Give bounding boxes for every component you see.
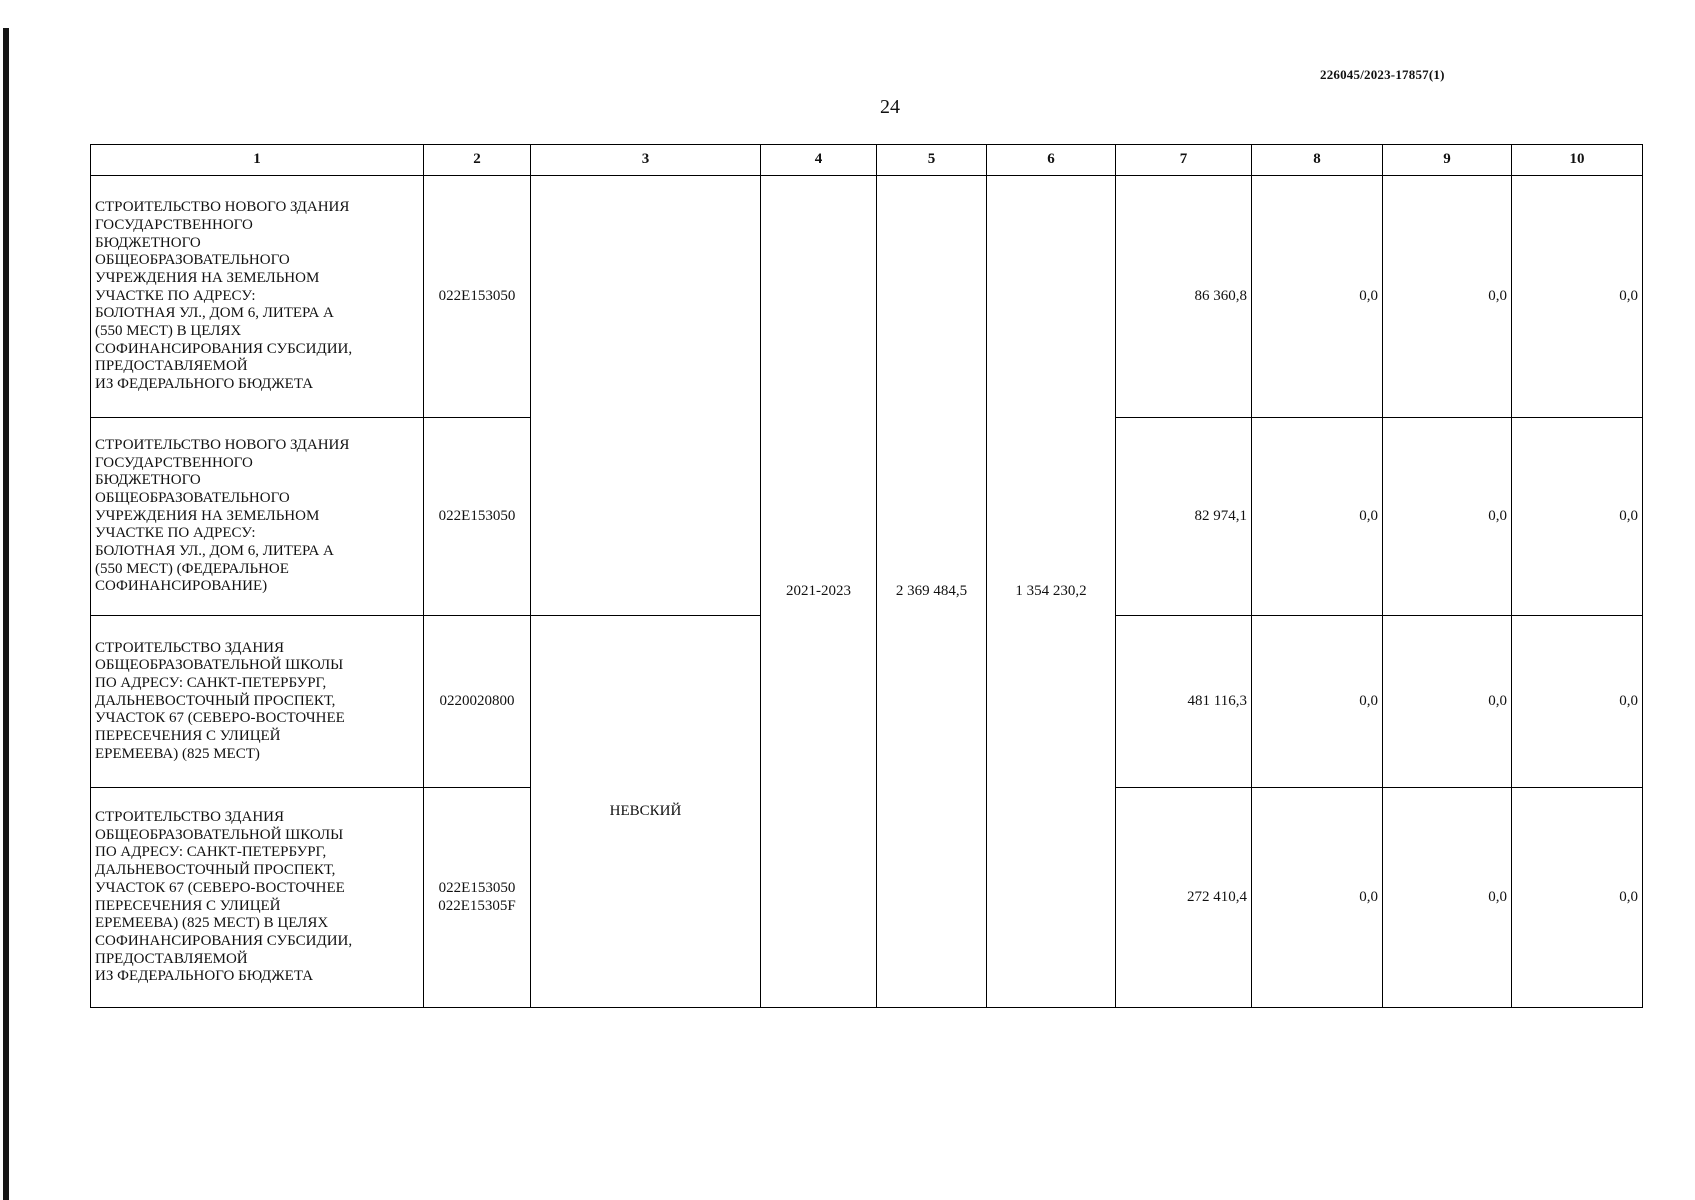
col9-value: 0,0 (1383, 616, 1512, 788)
column-header-10: 10 (1512, 145, 1643, 176)
name-line: СОФИНАНСИРОВАНИЯ СУБСИДИИ, (95, 340, 353, 357)
data-table (90, 144, 1643, 1008)
name-line: УЧАСТКЕ ПО АДРЕСУ: (95, 287, 256, 304)
col9-value: 0,0 (1383, 418, 1512, 616)
name-line: ДАЛЬНЕВОСТОЧНЫЙ ПРОСПЕКТ, (95, 692, 336, 709)
document-number: 226045/2023-17857(1) (1320, 67, 1445, 82)
column-header-2: 2 (424, 145, 531, 176)
name-line: ГОСУДАРСТВЕННОГО (95, 216, 253, 233)
budget-code: 0220020800 (439, 692, 515, 709)
name-line: ПО АДРЕСУ: САНКТ-ПЕТЕРБУРГ, (95, 844, 327, 861)
budget-code-cell (424, 418, 531, 616)
name-line: ИЗ ФЕДЕРАЛЬНОГО БЮДЖЕТА (95, 968, 314, 985)
object-name-cell (91, 176, 424, 418)
name-line: УЧАСТОК 67 (СЕВЕРО-ВОСТОЧНЕЕ (95, 879, 345, 896)
col7-value: 82 974,1 (1116, 418, 1252, 616)
column-header-6: 6 (987, 145, 1116, 176)
name-line: СТРОИТЕЛЬСТВО ЗДАНИЯ (95, 639, 284, 656)
column-header-9: 9 (1383, 145, 1512, 176)
object-name-cell (91, 616, 424, 788)
name-line: СТРОИТЕЛЬСТВО НОВОГО ЗДАНИЯ (95, 199, 350, 216)
name-line: ДАЛЬНЕВОСТОЧНЫЙ ПРОСПЕКТ, (95, 862, 336, 879)
col10-value: 0,0 (1512, 418, 1643, 616)
page-number: 24 (880, 96, 900, 118)
col10-value: 0,0 (1512, 176, 1643, 418)
column-header-8: 8 (1252, 145, 1383, 176)
name-line: ПО АДРЕСУ: САНКТ-ПЕТЕРБУРГ, (95, 674, 327, 691)
column-header-1: 1 (91, 145, 424, 176)
name-line: СОФИНАНСИРОВАНИЯ СУБСИДИИ, (95, 932, 353, 949)
object-name-cell (91, 418, 424, 616)
name-line: УЧРЕЖДЕНИЯ НА ЗЕМЕЛЬНОМ (95, 269, 320, 286)
name-line: ПРЕДОСТАВЛЯЕМОЙ (95, 950, 248, 967)
name-line: БОЛОТНАЯ УЛ., ДОМ 6, ЛИТЕРА А (95, 305, 334, 322)
budget-code: 022E153050 (438, 879, 516, 896)
name-line: ОБЩЕОБРАЗОВАТЕЛЬНОЙ ШКОЛЫ (95, 657, 344, 674)
column-header-5: 5 (877, 145, 987, 176)
name-line: ИЗ ФЕДЕРАЛЬНОГО БЮДЖЕТА (95, 376, 314, 393)
budget-code-cell (424, 788, 531, 1008)
col8-value: 0,0 (1252, 616, 1383, 788)
object-name-cell (91, 788, 424, 1008)
name-line: ПЕРЕСЕЧЕНИЯ С УЛИЦЕЙ (95, 897, 281, 914)
table-row (91, 176, 1643, 418)
col6-value-cell: 1 354 230,2 (987, 176, 1116, 1008)
period-cell: 2021-2023 (761, 176, 877, 1008)
name-line: СТРОИТЕЛЬСТВО НОВОГО ЗДАНИЯ (95, 436, 350, 453)
name-line: БОЛОТНАЯ УЛ., ДОМ 6, ЛИТЕРА А (95, 543, 334, 560)
name-line: ОБЩЕОБРАЗОВАТЕЛЬНОГО (95, 489, 290, 506)
name-line: УЧАСТОК 67 (СЕВЕРО-ВОСТОЧНЕЕ (95, 710, 345, 727)
column-header-4: 4 (761, 145, 877, 176)
name-line: ГОСУДАРСТВЕННОГО (95, 454, 253, 471)
name-line: СТРОИТЕЛЬСТВО ЗДАНИЯ (95, 809, 284, 826)
name-line: ЕРЕМЕЕВА) (825 МЕСТ) (95, 745, 260, 762)
budget-code-cell (424, 176, 531, 418)
district-cell-empty (531, 176, 761, 616)
name-line: БЮДЖЕТНОГО (95, 472, 201, 489)
budget-code-cell (424, 616, 531, 788)
col8-value: 0,0 (1252, 788, 1383, 1008)
name-line: ПЕРЕСЕЧЕНИЯ С УЛИЦЕЙ (95, 728, 281, 745)
name-line: БЮДЖЕТНОГО (95, 234, 201, 251)
name-line: УЧРЕЖДЕНИЯ НА ЗЕМЕЛЬНОМ (95, 507, 320, 524)
budget-code: 022E15305F (438, 897, 516, 914)
name-line: ПРЕДОСТАВЛЯЕМОЙ (95, 358, 248, 375)
name-line: ОБЩЕОБРАЗОВАТЕЛЬНОЙ ШКОЛЫ (95, 826, 344, 843)
budget-code: 022E153050 (438, 507, 516, 524)
header-row (91, 145, 1643, 176)
column-header-7: 7 (1116, 145, 1252, 176)
column-header-3: 3 (531, 145, 761, 176)
name-line: ОБЩЕОБРАЗОВАТЕЛЬНОГО (95, 252, 290, 269)
name-line: СОФИНАНСИРОВАНИЕ) (95, 578, 268, 595)
name-line: ЕРЕМЕЕВА) (825 МЕСТ) В ЦЕЛЯХ (95, 915, 329, 932)
col10-value: 0,0 (1512, 788, 1643, 1008)
col8-value: 0,0 (1252, 176, 1383, 418)
budget-code: 022E153050 (438, 287, 516, 304)
col9-value: 0,0 (1383, 176, 1512, 418)
col10-value: 0,0 (1512, 616, 1643, 788)
col7-value: 86 360,8 (1116, 176, 1252, 418)
name-line: (550 МЕСТ) В ЦЕЛЯХ (95, 323, 242, 340)
scan-edge (3, 28, 9, 1200)
col8-value: 0,0 (1252, 418, 1383, 616)
district-cell: НЕВСКИЙ (531, 616, 761, 1008)
name-line: УЧАСТКЕ ПО АДРЕСУ: (95, 525, 256, 542)
total-cost-cell: 2 369 484,5 (877, 176, 987, 1008)
col7-value: 272 410,4 (1116, 788, 1252, 1008)
name-line: (550 МЕСТ) (ФЕДЕРАЛЬНОЕ (95, 560, 289, 577)
col9-value: 0,0 (1383, 788, 1512, 1008)
col7-value: 481 116,3 (1116, 616, 1252, 788)
